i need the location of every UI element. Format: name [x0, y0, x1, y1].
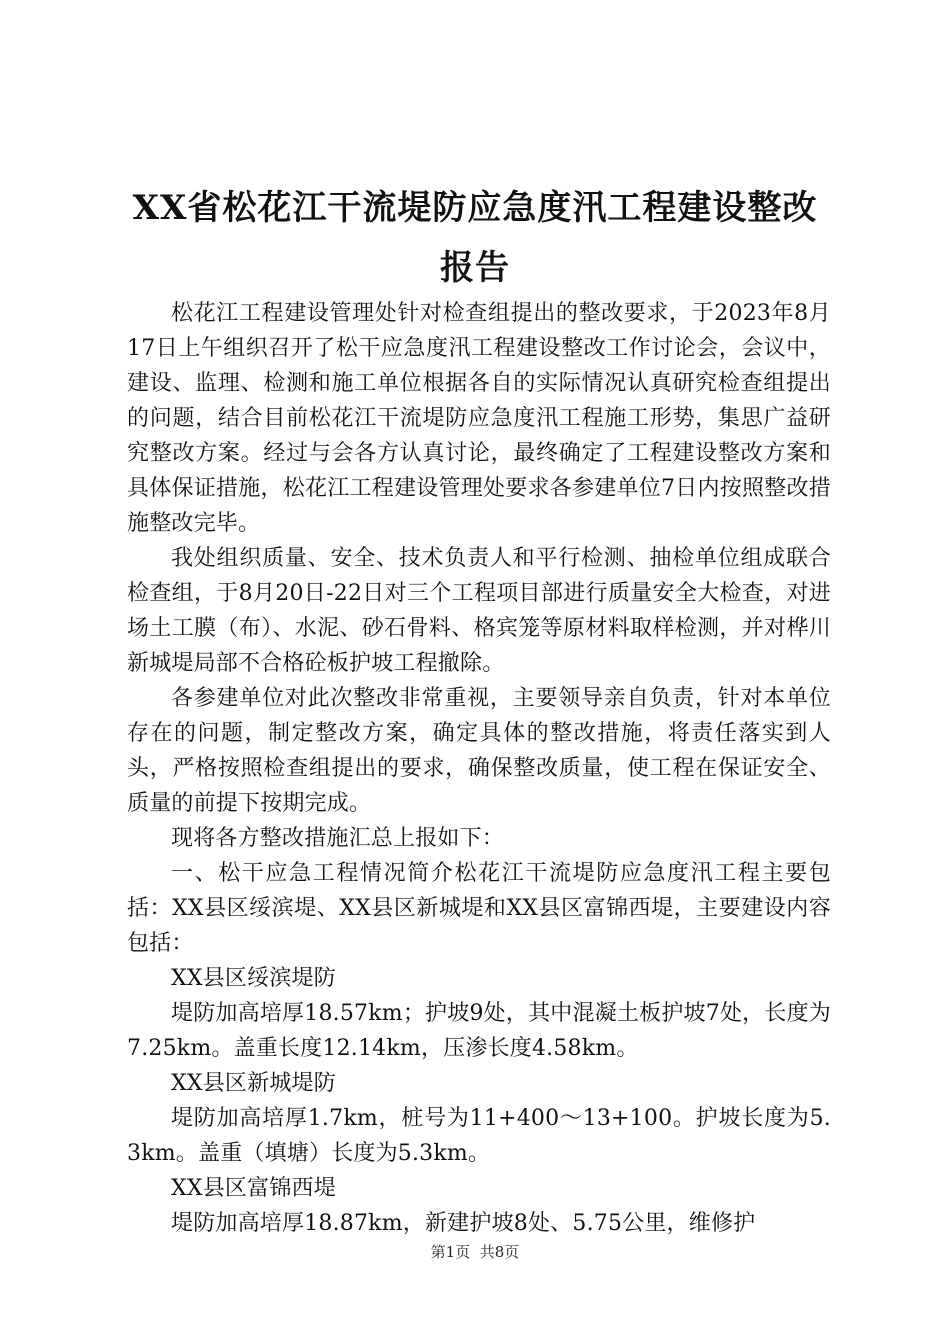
subheading-suibin: XX县区绥滨堤防: [171, 966, 336, 991]
page-footer: [0, 1242, 950, 1262]
page-total: 共8页: [479, 1243, 520, 1261]
paragraph-suibin: 堤防加高培厚18.57km；护坡9处，其中混凝土板护坡7处，长度为7.25km。盖重长度12.14km，压渗长度4.58km。: [127, 1001, 831, 1061]
page-number: 第1页: [430, 1243, 471, 1261]
paragraph-units: 各参建单位对此次整改非常重视，主要领导亲自负责，针对本单位存在的问题，制定整改方案，确定具体的整改措施，将责任落实到人头，严格按照检查组提出的要求，确保整改质量，使工程在保证安全、质量的前提下按期完成。: [127, 686, 831, 816]
paragraph-xincheng: 堤防加高培厚1.7km，桩号为11+400～13+100。护坡长度为5.3km。盖重（填塘）长度为5.3km。: [127, 1106, 831, 1166]
paragraph-fujin: 堤防加高培厚18.87km，新建护坡8处、5.75公里，维修护: [171, 1211, 756, 1236]
subheading-xincheng: XX县区新城堤防: [171, 1071, 336, 1096]
paragraph-section-one: 一、松干应急工程情况简介松花江干流堤防应急度汛工程主要包括：XX县区绥滨堤、XX县区新城堤和XX县区富锦西堤，主要建设内容包括：: [127, 861, 831, 956]
document-title-line-2: 报告: [440, 248, 510, 288]
paragraph-inspection: 我处组织质量、安全、技术负责人和平行检测、抽检单位组成联合检查组，于8月20日-22日对三个工程项目部进行质量安全大检查，对进场土工膜（布）、水泥、砂石骨料、格宾笼等原材料取样检测，并对桦川新城堤局部不合格砼板护坡工程撤除。: [127, 546, 831, 676]
paragraph-intro: 松花江工程建设管理处针对检查组提出的整改要求，于2023年8月17日上午组织召开了松干应急度汛工程建设整改工作讨论会，会议中，建设、监理、检测和施工单位根据各自的实际情况认真研究检查组提出的问题，结合目前松花江干流堤防应急度汛工程施工形势，集思广益研究整改方案。经过与会各方认真讨论，最终确定了工程建设整改方案和具体保证措施，松花江工程建设管理处要求各参建单位7日内按照整改措施整改完毕。: [127, 301, 831, 536]
subheading-fujin: XX县区富锦西堤: [171, 1176, 336, 1201]
document-title-line-1: XX省松花江干流堤防应急度汛工程建设整改: [132, 188, 818, 228]
document-body: [127, 296, 831, 1241]
paragraph-summary-lead: 现将各方整改措施汇总上报如下：: [171, 826, 505, 851]
